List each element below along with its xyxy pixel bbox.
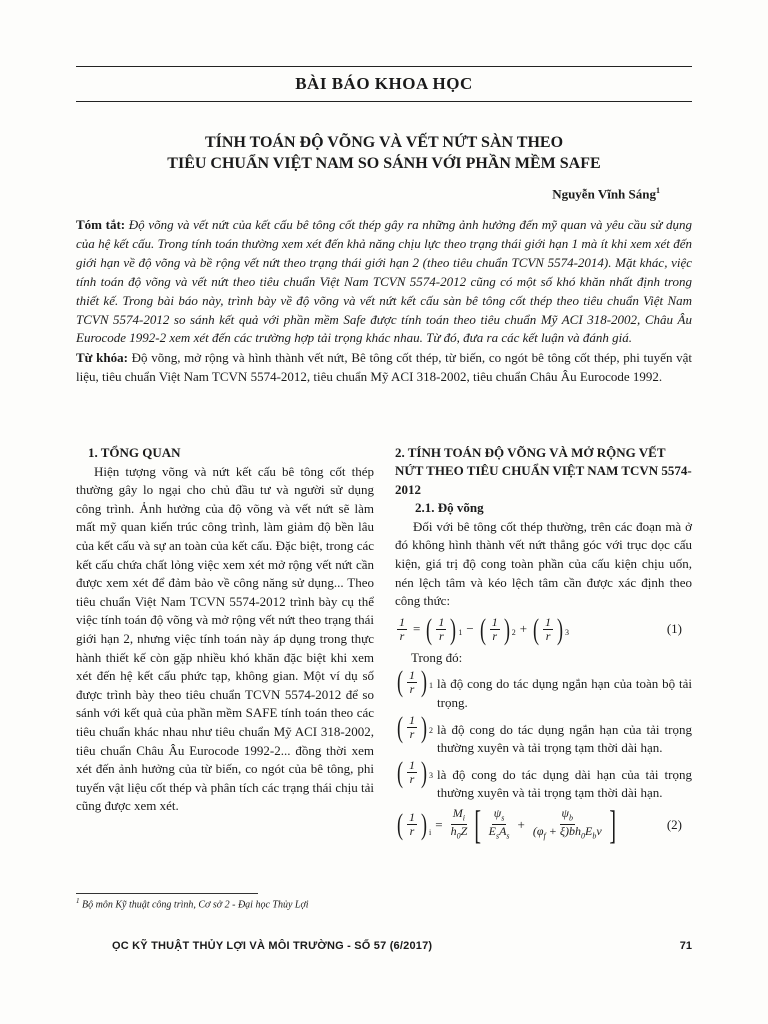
abstract — [76, 216, 692, 387]
title-line-1: TÍNH TOÁN ĐỘ VÕNG VÀ VẾT NỨT SÀN THEO — [204, 134, 564, 151]
abstract-text: Độ võng và vết nứt của kết cấu bê tông cốt thép gây ra những ảnh hưởng đến mỹ quan và yêu cầu sử dụng của hệ kết cấu. Trong tính toán thường xem xét đến khả năng chịu lực theo trạng thái giới hạn 1 mà ít khi xem xét đến giới hạn về độ võng và bề rộng vết nứt theo trạng thái giới hạn 2 (theo tiêu chuẩn TCVN 5574-2014). Mặt khác, việc tính toán độ võng và vết nứt theo tiêu chuẩn Việt Nam TCVN 5574-2012 cũng có một số khó khăn nhất định trong thiết kế. Trong bài báo này, trình bày về độ võng và vết nứt kết cấu sàn bê tông cốt thép theo tiêu chuẩn Việt Nam TCVN 5574-2012 so sánh kết quả với phần mềm Safe được tính toán theo tiêu chuẩn Mỹ ACI 318-2002, Châu Âu Eurocode 1992-2 xem xét đến các trường hợp tải trọng khác nhau. Từ đó, đưa ra các kết luận và đánh giá. — [76, 217, 692, 346]
footnote-text: Bộ môn Kỹ thuật công trình, Cơ sở 2 - Đại học Thủy Lợi — [82, 899, 309, 911]
section-2-1-heading: 2.1. Độ võng — [415, 500, 484, 516]
footnote-mark: 1 — [76, 897, 80, 905]
where-label: Trong đó: — [411, 649, 463, 665]
equation-1-number: (1) — [666, 621, 682, 637]
footnote — [76, 897, 309, 910]
right-column — [395, 444, 692, 849]
equation-2-math: ( $\frac{1}{r}$ ) i = $\frac{M_i}{h_0Z}$ [ $\frac{\psi_s}{E_sA_s}$ + $\frac{\psi_b}{(\varphi_f + \xi)bh_0E_b\nu}$ ] — [397, 801, 616, 847]
author-name: Nguyễn Vĩnh Sáng — [552, 186, 656, 202]
equation-2 — [395, 801, 692, 847]
definition-2: ( $\frac{1}{r}$ ) 2 là độ cong do tác dụng ngắn hạn của tải trọng thường xuyên và tải trọng tạm thời dài hạn. — [395, 713, 692, 758]
definition-1-text: là độ cong do tác dụng ngắn hạn của toàn bộ tải trọng. — [437, 676, 692, 710]
paper-title — [76, 132, 692, 174]
header-top-rule — [76, 66, 692, 67]
section-2-1-intro: Đối với bê tông cốt thép thường, trên các đoạn mà ở đó không hình thành vết nứt thẳng góc với trục dọc cấu kiện, giá trị độ cong toàn phần của cấu kiện chịu uốn, nén lệch tâm và kéo lệch tâm cần được xác định theo công thức: — [395, 518, 692, 609]
keywords-text: Độ võng, mở rộng và hình thành vết nứt, Bê tông cốt thép, từ biến, co ngót bê tông cốt thép, phi tuyến vật liệu, tiêu chuẩn Việt Nam TCVN 5574-2012, tiêu chuẩn Mỹ ACI 318-2002, tiêu chuẩn Châu Âu Eurocode 1992. — [76, 350, 693, 385]
definition-2-text: là độ cong do tác dụng ngắn hạn của tải trọng thường xuyên và tải trọng tạm thời dài hạn. — [437, 721, 692, 756]
equation-2-number: (2) — [666, 816, 682, 832]
definition-3-text: là độ cong do tác dụng dài hạn của tải trọng thường xuyên và tải trọng tạm thời dài hạn. — [437, 766, 692, 801]
journal-footer: ỌC KỸ THUẬT THỦY LỢI VÀ MÔI TRƯỜNG - SỐ 57 (6/2017) — [112, 940, 433, 952]
section-1-paragraph: Hiện tượng võng và nứt kết cấu bê tông cốt thép thường gây lo ngại cho chủ đầu tư và người sử dụng công trình. Ảnh hưởng của độ võng và vết nứt sẽ làm mất mỹ quan kiến trúc công trình, làm giảm độ bền lâu của kết cấu và sự an toàn của kết cấu. Đặc biệt, trong các kết cấu chứa chất lỏng việc xem xét mở rộng vết nứt cần được xem xét để đảm bảo về công năng sử dụng... Theo tiêu chuẩn Việt Nam TCVN 5574-2012 trình bày cụ thể việc tính toán độ võng và mở rộng vết nứt theo trạng thái giới hạn 2, nhưng việc tính toán này áp dụng trong thực hành thiết kế còn gặp nhiều khó khăn đặc biệt khi xem xét đến hệ kết cấu phức tạp, không gian. Một ví dụ số được trình bày theo tiêu chuẩn TCVN 5574-2012 để so sánh với kết quả của phần mềm SAFE tính toán theo các tiêu chuẩn khác nhau như tiêu chuẩn Mỹ ACI 318-2002, tiêu chuẩn Châu Âu Eurocode 1992-2... đồng thời xem xét đến ảnh hưởng của từ biến, co ngót của bê tông, phi tuyến vật liệu cốt thép và phân tích các trạng thái chịu tải cũng được xem xét. — [76, 463, 374, 814]
section-2-heading: 2. TÍNH TOÁN ĐỘ VÕNG VÀ MỞ RỘNG VẾT NỨT THEO TIÊU CHUẨN VIỆT NAM TCVN 5574-2012 — [395, 445, 692, 497]
author-affiliation-mark: 1 — [656, 186, 660, 195]
page-number: 71 — [679, 940, 692, 952]
left-column — [76, 444, 374, 816]
equation-1-math: $\frac{1}{r}$ = ( $\frac{1}{r}$ ) 1 − ( $\frac{1}{r}$ ) 2 + ( $\frac{1}{r}$ ) 3 — [399, 612, 570, 646]
section-label: BÀI BÁO KHOA HỌC — [295, 74, 473, 93]
title-line-2: TIÊU CHUẨN VIỆT NAM SO SÁNH VỚI PHẦN MỀM SAFE — [167, 155, 601, 172]
definition-3: ( $\frac{1}{r}$ ) 3 là độ cong do tác dụng dài hạn của tải trọng thường xuyên và tải trọng tạm thời dài hạn. — [395, 758, 692, 803]
equation-1 — [395, 612, 692, 646]
section-1-heading: 1. TỔNG QUAN — [88, 445, 181, 460]
abstract-label: Tóm tắt: — [76, 217, 126, 232]
keywords-label: Từ khóa: — [76, 350, 128, 366]
definition-1: ( $\frac{1}{r}$ ) 1 là độ cong do tác dụng ngắn hạn của toàn bộ tải trọng. — [395, 667, 692, 712]
header-bottom-rule — [76, 101, 692, 102]
author — [552, 186, 660, 202]
footnote-rule — [76, 893, 258, 894]
